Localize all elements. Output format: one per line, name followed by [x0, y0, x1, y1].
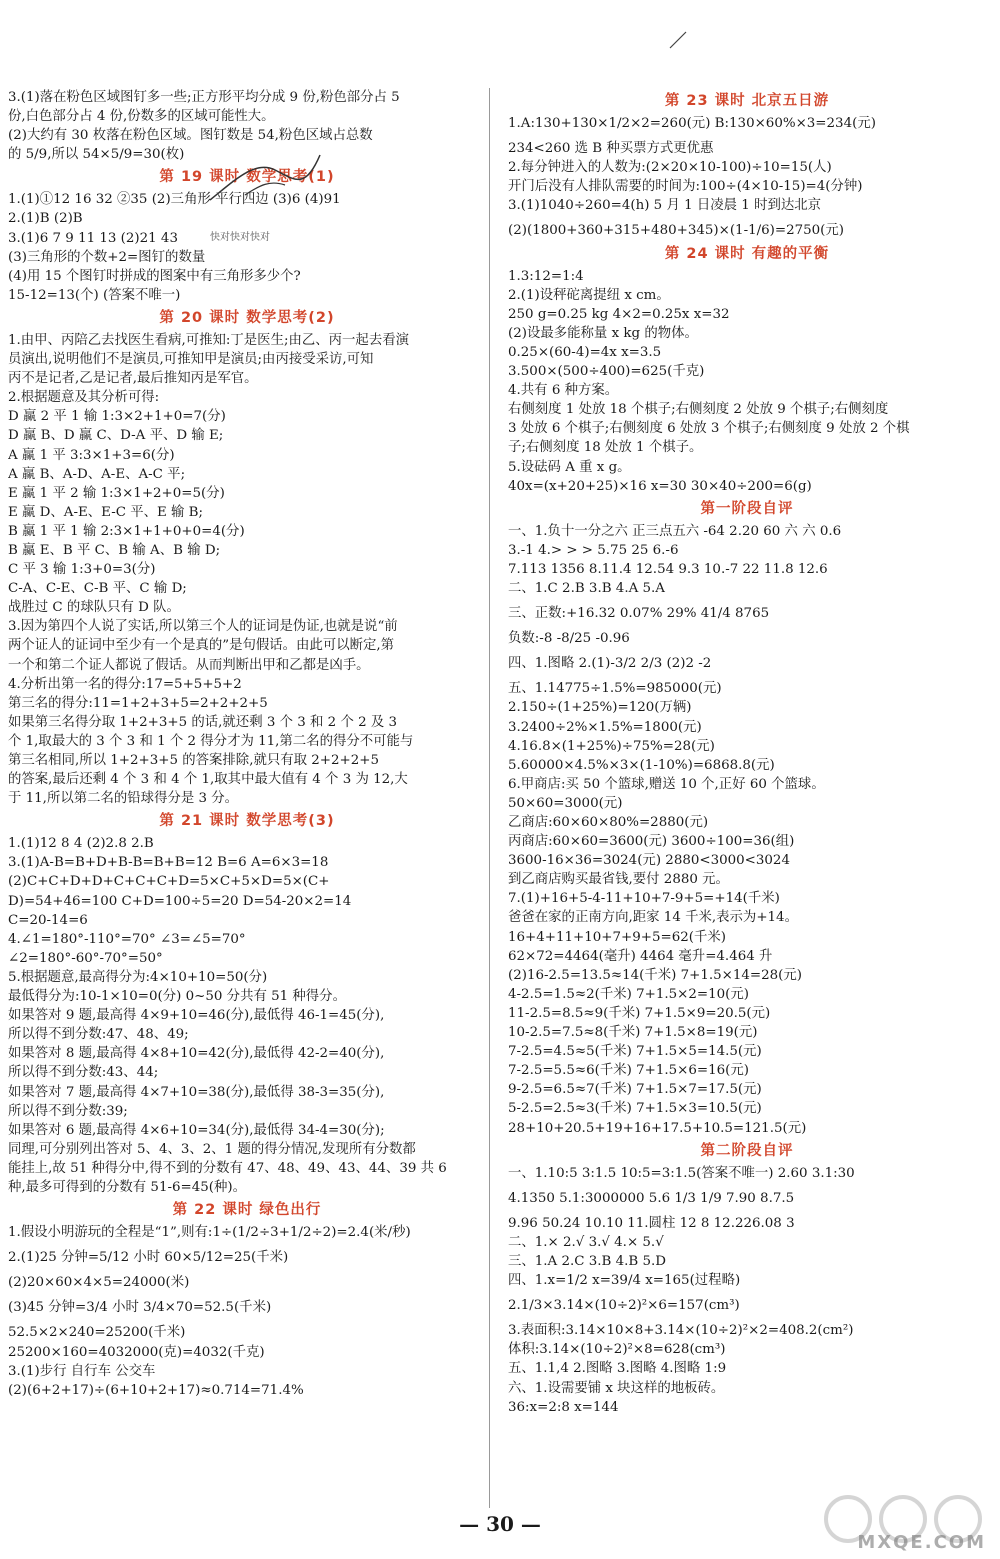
right-answer-line: 7-2.5=4.5≈5(千米) 7+1.5×5=14.5(元)	[508, 1044, 762, 1060]
left-answer-line: 1.假设小明游玩的全程是“1”,则有:1÷(1/2÷3+1/2÷2)=2.4(米/秒)	[8, 1225, 411, 1241]
right-column	[508, 88, 986, 1417]
right-answer-line: 40x=(x+20+25)×16 x=30 30×40÷200=6(g)	[508, 478, 812, 494]
left-answer-line: 3.(1)A-B=B+D+B-B=B+B=12 B=6 A=6×3=18	[8, 855, 329, 871]
left-answer-line: (2)大约有 30 枚落在粉色区域。图钉数是 54,粉色区域占总数	[8, 128, 373, 144]
left-answer-line: 3.因为第四个人说了实话,所以第三个人的证词是伪证,也就是说“前	[8, 619, 398, 635]
left-answer-line: 2.(1)B (2)B	[8, 211, 83, 227]
right-answer-line: 1.A:130+130×1/2×2=260(元) B:130×60%×3=234(元)	[508, 116, 876, 131]
left-answer-line: 所以得不到分数:43、44;	[8, 1065, 159, 1081]
left-answer-line: 第三名相同,所以 1+2+3+5 的答案排除,就只有取 2+2+2+5	[8, 753, 380, 768]
right-answer-line: 7-2.5=5.5≈6(千米) 7+1.5×6=16(元)	[508, 1063, 749, 1079]
left-answer-line: 如果答对 6 题,最高得 4×6+10=34(分),最低得 34-4=30(分);	[8, 1122, 385, 1138]
pen-scribble-icon	[205, 150, 325, 210]
left-answer-line: 2.根据题意及其分析可得:	[8, 390, 160, 406]
left-answer-line: C=20-14=6	[8, 912, 88, 928]
left-answer-line: 所以得不到分数:39;	[8, 1103, 128, 1119]
right-answer-line: 二、1.× 2.√ 3.√ 4.× 5.√	[508, 1234, 664, 1250]
left-answer-line: 如果答对 8 题,最高得 4×8+10=42(分),最低得 42-2=40(分),	[8, 1046, 385, 1062]
right-answer-line: 2.(1)设秤砣离提纽 x cm。	[508, 287, 670, 303]
right-answer-line: 到乙商店购买最省钱,要付 2880 元。	[508, 872, 729, 888]
right-answer-line: 四、1.图略 2.(1)-3/2 2/3 (2)2 -2	[508, 656, 712, 672]
right-answer-line: 10-2.5=7.5≈8(千米) 7+1.5×8=19(元)	[508, 1025, 758, 1041]
right-answer-line: (2)(1800+360+315+480+345)×(1-1/6)=2750(元)	[508, 223, 845, 239]
right-answer-line: (2)设最多能称量 x kg 的物体。	[508, 325, 698, 341]
handwriting-note: 快对快对快对	[210, 232, 270, 243]
right-answer-line: 7.113 1356 8.11.4 12.54 9.3 10.-7 22 11.8 12.6	[508, 561, 828, 577]
right-answer-line: 3.-1 4.> > > 5.75 25 6.-6	[508, 542, 679, 558]
left-section-heading: 第 20 课时 数学思考(2)	[159, 309, 335, 326]
left-answer-line: 种,最多可得到的分数有 51-6=45(种)。	[8, 1179, 246, 1195]
left-answer-line: 丙不是记者,乙是记者,最后推知丙是军官。	[8, 371, 258, 387]
left-answer-line: (4)用 15 个图钉时拼成的图案中有三角形多少个?	[8, 268, 301, 284]
right-answer-line: 4.16.8×(1+25%)÷75%=28(元)	[508, 738, 715, 754]
right-answer-line: 五、1.14775÷1.5%=985000(元)	[508, 681, 722, 697]
right-answer-line: 五、1.1,4 2.图略 3.图略 4.图略 1:9	[508, 1361, 727, 1377]
left-answer-line: 52.5×2×240=25200(千米)	[8, 1325, 186, 1341]
left-answer-line: 4.∠1=180°-110°=70° ∠3=∠5=70°	[8, 931, 246, 947]
left-answer-line: 15-12=13(个) (答案不唯一)	[8, 287, 181, 303]
left-answer-line: 如果第三名得分取 1+2+3+5 的话,就还剩 3 个 3 和 2 个 2 及 3	[8, 714, 398, 730]
right-answer-line: 4.1350 5.1:3000000 5.6 1/3 1/9 7.90 8.7.5	[508, 1190, 795, 1206]
right-answer-line: 7.(1)+16+5-4-11+10+7-9+5=+14(千米)	[508, 891, 780, 907]
right-answer-line: 16+4+11+10+7+9+5=62(千米)	[508, 929, 727, 945]
left-answer-line: 的 5/9,所以 54×5/9=30(枚)	[8, 147, 185, 163]
left-answer-line: (3)三角形的个数+2=图钉的数量	[8, 249, 206, 265]
left-answer-line: B 赢 E、B 平 C、B 输 A、B 输 D;	[8, 542, 221, 558]
left-answer-line: 两个证人的证词中至少有一个是真的”是句假话。由此可以断定,第	[8, 638, 395, 654]
left-answer-line: 最低得分为:10-1×10=0(分) 0~50 分共有 51 种得分。	[8, 989, 346, 1005]
right-answer-line: 3.(1)1040÷260=4(h) 5 月 1 日凌晨 1 时到达北京	[508, 198, 822, 214]
right-answer-line: 5.设砝码 A 重 x g。	[508, 459, 631, 475]
right-answer-line: 乙商店:60×60×80%=2880(元)	[508, 815, 709, 830]
right-answer-line: 0.25×(60-4)=4x x=3.5	[508, 344, 662, 360]
left-answer-line: (2)(6+2+17)÷(6+10+2+17)≈0.714=71.4%	[8, 1382, 304, 1398]
right-section-heading: 第 24 课时 有趣的平衡	[664, 245, 830, 262]
left-answer-line: 2.(1)25 分钟=5/12 小时 60×5/12=25(千米)	[8, 1250, 289, 1266]
right-answer-line: 3.表面积:3.14×10×8+3.14×(10÷2)²×2=408.2(cm²)	[508, 1323, 854, 1339]
left-answer-line: A 赢 1 平 3:3×1+3=6(分)	[8, 447, 175, 463]
right-answer-line: 11-2.5=8.5≈9(千米) 7+1.5×9=20.5(元)	[508, 1005, 771, 1021]
right-answer-line: 体积:3.14×(10÷2)²×8=628(cm³)	[508, 1342, 726, 1358]
right-answer-line: 4.共有 6 种方案。	[508, 383, 619, 399]
left-answer-line: 5.根据题意,最高得分为:4×10+10=50(分)	[8, 969, 268, 985]
right-answer-line: 3600-16×36=3024(元) 2880<3000<3024	[508, 853, 790, 869]
right-section-heading: 第一阶段自评	[700, 500, 794, 517]
right-answer-line: 250 g=0.25 kg 4×2=0.25x x=32	[508, 306, 730, 322]
left-answer-line: ∠2=180°-60°-70°=50°	[8, 950, 163, 966]
right-answer-line: 2.1/3×3.14×(10÷2)²×6=157(cm³)	[508, 1298, 740, 1314]
left-answer-line: 3.(1)步行 自行车 公交车	[8, 1363, 156, 1379]
left-answer-line: 如果答对 7 题,最高得 4×7+10=38(分),最低得 38-3=35(分),	[8, 1084, 385, 1100]
column-divider	[489, 88, 490, 1508]
right-answer-line: 二、1.C 2.B 3.B 4.A 5.A	[508, 580, 665, 596]
right-section-heading: 第 23 课时 北京五日游	[664, 93, 830, 109]
left-answer-line: C 平 3 输 1:3+0=3(分)	[8, 562, 156, 578]
left-answer-line: D 赢 B、D 赢 C、D-A 平、D 输 E;	[8, 428, 224, 444]
right-answer-line: 3.2400÷2%×1.5%=1800(元)	[508, 719, 702, 735]
left-answer-line: C-A、C-E、C-B 平、C 输 D;	[8, 581, 187, 597]
right-answer-line: 开门后没有人排队需要的时间为:100÷(4×10-15)=4(分钟)	[508, 179, 863, 195]
left-answer-line: 4.分析出第一名的得分:17=5+5+5+2	[8, 676, 242, 692]
left-answer-line: 份,白色部分占 4 份,份数多的区域可能性大。	[8, 109, 275, 125]
right-answer-line: 4-2.5=1.5≈2(千米) 7+1.5×2=10(元)	[508, 986, 749, 1002]
right-answer-line: 爸爸在家的正南方向,距家 14 千米,表示为+14。	[508, 910, 798, 926]
left-answer-line: E 赢 1 平 2 输 1:3×1+2+0=5(分)	[8, 485, 225, 501]
left-answer-line: 战胜过 C 的球队只有 D 队。	[8, 600, 180, 616]
right-answer-line: 一、1.10:5 3:1.5 10:5=3:1.5(答案不唯一) 2.60 3.1:30	[508, 1165, 855, 1181]
right-answer-line: 6.甲商店:买 50 个篮球,赠送 10 个,正好 60 个篮球。	[508, 776, 825, 792]
left-answer-line: 1.由甲、丙陪乙去找医生看病,可推知:丁是医生;由乙、丙一起去看演	[8, 332, 409, 348]
watermark-text: MXQE.COM	[857, 1532, 986, 1553]
left-answer-line: (3)45 分钟=3/4 小时 3/4×70=52.5(千米)	[8, 1300, 272, 1316]
right-answer-line: 36:x=2:8 x=144	[508, 1399, 619, 1415]
left-answer-line: 25200×160=4032000(克)=4032(千克)	[8, 1344, 265, 1360]
left-answer-line: 个 1,取最大的 3 个 3 和 1 个 2 得分才为 11,第二名的得分不可能与	[8, 733, 414, 749]
left-answer-line: 员演出,说明他们不是演员,可推知甲是演员;由丙接受采访,可知	[8, 352, 374, 368]
right-answer-line: 三、1.A 2.C 3.B 4.B 5.D	[508, 1253, 667, 1269]
left-answer-line: 的答案,最后还剩 4 个 3 和 4 个 1,取其中最大值有 4 个 3 为 12,大	[8, 772, 408, 788]
right-answer-line: 2.每分钟进入的人数为:(2×20×10-100)÷10=15(人)	[508, 160, 832, 176]
left-answer-line: 如果答对 9 题,最高得 4×9+10=46(分),最低得 46-1=45(分),	[8, 1008, 385, 1024]
right-answer-line: 3.500×(500÷400)=625(千克)	[508, 364, 705, 380]
left-answer-line: 第三名的得分:11=1+2+3+5=2+2+2+5	[8, 695, 268, 711]
left-answer-line: D 赢 2 平 1 输 1:3×2+1+0=7(分)	[8, 409, 226, 425]
left-answer-line: 于 11,所以第二名的铅球得分是 3 分。	[8, 791, 239, 807]
right-answer-line: 234<260 选 B 种买票方式更优惠	[508, 141, 714, 157]
right-section-heading: 第二阶段自评	[700, 1142, 794, 1159]
page-number: — 30 —	[459, 1512, 541, 1536]
left-answer-line: A 赢 B、A-D、A-E、A-C 平;	[8, 466, 186, 482]
right-answer-line: 5-2.5=2.5≈3(千米) 7+1.5×3=10.5(元)	[508, 1101, 762, 1117]
right-answer-line: 50×60=3000(元)	[508, 795, 623, 811]
left-answer-line: (2)C+C+D+D+C+C+C+D=5×C+5×D=5×(C+	[8, 874, 330, 890]
right-answer-line: 三、正数:+16.32 0.07% 29% 41/4 8765	[508, 606, 770, 622]
right-answer-line: 2.150÷(1+25%)=120(万辆)	[508, 700, 692, 716]
left-answer-line: 3.(1)6 7 9 11 13 (2)21 43	[8, 230, 178, 246]
right-answer-line: (2)16-2.5=13.5≈14(千米) 7+1.5×14=28(元)	[508, 967, 802, 983]
left-answer-line: 1.(1)12 8 4 (2)2.8 2.B	[8, 836, 154, 852]
right-answer-line: 3 处放 6 个棋子;右侧刻度 6 处放 3 个棋子;右侧刻度 9 处放 2 个棋	[508, 421, 910, 437]
right-answer-line: 负数:-8 -8/25 -0.96	[508, 631, 630, 647]
right-answer-line: 右侧刻度 1 处放 18 个棋子;右侧刻度 2 处放 9 个棋子;右侧刻度	[508, 402, 889, 418]
right-answer-line: 5.60000×4.5%×3×(1-10%)=6868.8(元)	[508, 757, 775, 773]
left-answer-line: 3.(1)落在粉色区域图钉多一些;正方形平均分成 9 份,粉色部分占 5	[8, 90, 400, 105]
right-answer-line: 一、1.负十一分之六 正三点五六 -64 2.20 60 六 六 0.6	[508, 523, 842, 539]
left-section-heading: 第 22 课时 绿色出行	[172, 1202, 322, 1219]
left-section-heading: 第 19 课时 数学思考(1)	[159, 169, 335, 186]
left-answer-line: E 赢 D、A-E、E-C 平、E 输 B;	[8, 504, 204, 520]
left-answer-line: B 赢 1 平 1 输 2:3×1+1+0+0=4(分)	[8, 523, 245, 539]
left-answer-line: 所以得不到分数:47、48、49;	[8, 1027, 189, 1043]
left-answer-line: (2)20×60×4×5=24000(米)	[8, 1275, 190, 1291]
left-answer-line: 同理,可分别列出答对 5、4、3、2、1 题的得分情况,发现所有分数都	[8, 1141, 416, 1157]
right-answer-line: 62×72=4464(毫升) 4464 毫升=4.464 升	[508, 948, 773, 964]
left-answer-line: 1.(1)①12 16 32 ②35 (2)三角形 平行四边 (3)6 (4)91	[8, 192, 341, 208]
left-column	[8, 88, 486, 1400]
left-answer-line: 一个和第二个证人都说了假话。从而判断出甲和乙都是凶手。	[8, 657, 370, 673]
right-answer-line: 四、1.x=1/2 x=39/4 x=165(过程略)	[508, 1273, 741, 1289]
left-answer-line: 能挂上,故 51 种得分中,得不到的分数有 47、48、49、43、44、39 共 6	[8, 1160, 447, 1176]
left-answer-line: D)=54+46=100 C+D=100÷5=20 D=54-20×2=14	[8, 893, 352, 909]
left-section-heading: 第 21 课时 数学思考(3)	[159, 813, 335, 830]
right-answer-line: 9-2.5=6.5≈7(千米) 7+1.5×7=17.5(元)	[508, 1082, 762, 1098]
right-answer-line: 丙商店:60×60=3600(元) 3600÷100=36(组)	[508, 834, 795, 850]
pen-mark-icon	[668, 30, 688, 50]
right-answer-line: 子;右侧刻度 18 处放 1 个棋子。	[508, 440, 703, 456]
right-answer-line: 六、1.设需要铺 x 块这样的地板砖。	[508, 1380, 725, 1396]
right-answer-line: 9.96 50.24 10.10 11.圆柱 12 8 12.226.08 3	[508, 1215, 795, 1231]
right-answer-line: 1.3:12=1:4	[508, 268, 584, 284]
right-answer-line: 28+10+20.5+19+16+17.5+10.5=121.5(元)	[508, 1120, 807, 1136]
